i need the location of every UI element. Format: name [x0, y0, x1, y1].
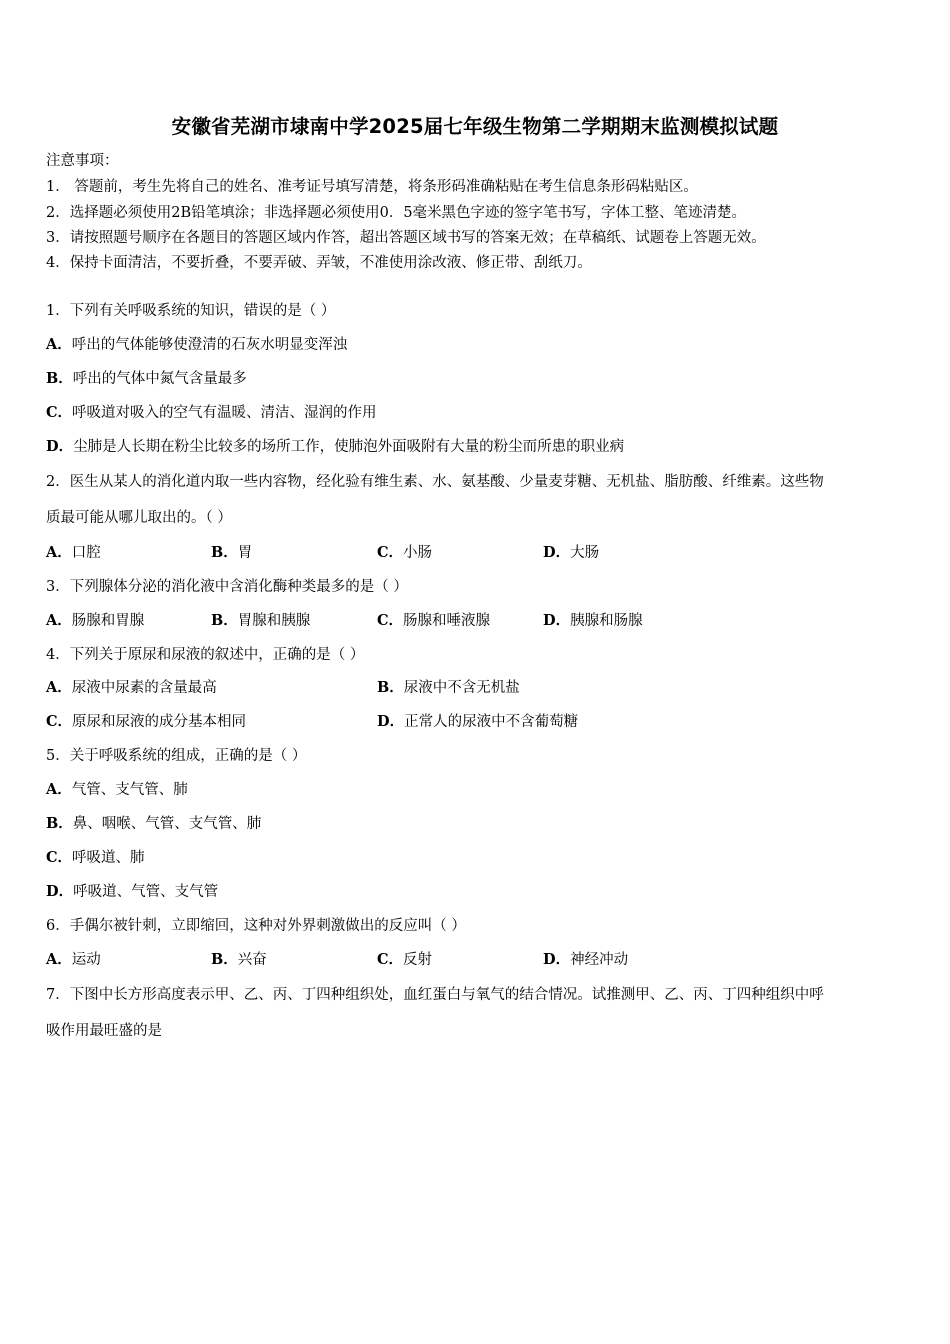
option-text: 呼出的气体中氮气含量最多 [72, 371, 247, 387]
question-6-option-c [377, 950, 432, 970]
notice-item: 2．选择题必须使用2B铅笔填涂；非选择题必须使用0．5毫米黑色字迹的签字笔书写，字体工整、笔迹清楚。 [46, 205, 747, 221]
question-6-option-d [543, 950, 628, 970]
option-label: B． [211, 612, 238, 629]
option-label: D． [543, 951, 571, 968]
option-label: B． [46, 815, 73, 832]
option-text: 尿液中不含无机盐 [403, 680, 520, 696]
option-label: B． [46, 370, 73, 387]
page-title: 安徽省芜湖市埭南中学2025届七年级生物第二学期期末监测模拟试题 [171, 115, 779, 138]
option-label: A． [46, 612, 72, 629]
option-text: 呼吸道对吸入的空气有温暖、清洁、湿润的作用 [72, 405, 377, 421]
option-label: C． [377, 951, 404, 968]
option-label: C． [46, 713, 73, 730]
option-text: 神经冲动 [570, 952, 629, 968]
option-text: 胃 [237, 545, 253, 561]
option-label: A． [46, 336, 72, 353]
option-text: 口腔 [71, 545, 101, 561]
question-2-option-b [211, 543, 252, 563]
option-label: D． [543, 612, 571, 629]
option-label: A． [46, 781, 72, 798]
option-label: C． [377, 612, 404, 629]
question-1-option-c [46, 403, 377, 423]
option-label: A． [46, 951, 72, 968]
question-4-option-d [377, 712, 578, 732]
option-text: 肠腺和胃腺 [71, 613, 145, 629]
option-label: B． [211, 951, 238, 968]
question-3-option-d [543, 611, 643, 631]
question-6-stem: 6．手偶尔被针刺，立即缩回，这种对外界刺激做出的反应叫（ ） [46, 918, 466, 934]
question-3-option-c [377, 611, 490, 631]
question-4-stem: 4．下列关于原尿和尿液的叙述中，正确的是（ ） [46, 647, 365, 663]
question-2-option-d [543, 543, 599, 563]
question-1-stem: 1．下列有关呼吸系统的知识，错误的是（ ） [46, 303, 336, 319]
option-label: D． [377, 713, 405, 730]
option-label: B． [377, 679, 404, 696]
question-3-option-a [46, 611, 144, 631]
option-text: 运动 [71, 952, 101, 968]
question-1-option-d [46, 437, 624, 457]
question-5-option-a [46, 780, 188, 800]
option-label: C． [46, 849, 73, 866]
option-text: 胰腺和肠腺 [570, 613, 643, 629]
option-label: A． [46, 679, 72, 696]
option-text: 肠腺和唾液腺 [403, 613, 491, 629]
question-2-option-c [377, 543, 432, 563]
question-3-option-b [211, 611, 310, 631]
option-text: 小肠 [403, 545, 433, 561]
option-label: D． [543, 544, 571, 561]
notice-item: 1． 答题前，考生先将自己的姓名、准考证号填写清楚，将条形码准确粘贴在考生信息条形码粘贴区。 [46, 179, 698, 195]
question-5-stem: 5．关于呼吸系统的组成，正确的是（ ） [46, 748, 307, 764]
option-text: 尘肺是人长期在粉尘比较多的场所工作，使肺泡外面吸附有大量的粉尘而所患的职业病 [73, 439, 625, 455]
option-text: 气管、支气管、肺 [71, 782, 188, 798]
question-4-option-a [46, 678, 217, 698]
question-7-stem-line2: 吸作用最旺盛的是 [46, 1023, 162, 1039]
option-text: 呼吸道、肺 [72, 850, 145, 866]
notice-item: 3．请按照题号顺序在各题目的答题区域内作答，超出答题区域书写的答案无效；在草稿纸、试题卷上答题无效。 [46, 230, 766, 246]
option-label: C． [46, 404, 73, 421]
question-5-option-c [46, 848, 145, 868]
option-label: B． [211, 544, 238, 561]
question-6-option-a [46, 950, 101, 970]
question-4-option-c [46, 712, 246, 732]
notice-item: 4．保持卡面清洁，不要折叠，不要弄破、弄皱，不准使用涂改液、修正带、刮纸刀。 [46, 255, 592, 271]
option-label: D． [46, 438, 74, 455]
option-label: C． [377, 544, 404, 561]
notice-heading: 注意事项： [46, 153, 119, 169]
question-5-option-b [46, 814, 261, 834]
option-text: 鼻、咽喉、气管、支气管、肺 [72, 816, 262, 832]
option-text: 呼出的气体能够使澄清的石灰水明显变浑浊 [71, 337, 348, 353]
option-label: A． [46, 544, 72, 561]
option-text: 兴奋 [237, 952, 267, 968]
question-2-stem-line1: 2．医生从某人的消化道内取一些内容物，经化验有维生素、水、氨基酸、少量麦芽糖、无机盐、脂肪酸、纤维素。这些物 [46, 474, 824, 490]
option-text: 呼吸道、气管、支气管 [73, 884, 219, 900]
question-2-stem-line2: 质最可能从哪儿取出的。（ ） [46, 510, 232, 526]
option-text: 反射 [403, 952, 433, 968]
question-6-option-b [211, 950, 267, 970]
option-text: 尿液中尿素的含量最高 [71, 680, 217, 696]
option-text: 正常人的尿液中不含葡萄糖 [404, 714, 579, 730]
question-1-option-b [46, 369, 247, 389]
option-text: 大肠 [570, 545, 600, 561]
question-7-stem-line1: 7．下图中长方形高度表示甲、乙、丙、丁四种组织处，血红蛋白与氧气的结合情况。试推测甲、乙、丙、丁四种组织中呼 [46, 987, 824, 1003]
question-2-option-a [46, 543, 101, 563]
option-text: 胃腺和胰腺 [237, 613, 311, 629]
question-1-option-a [46, 335, 347, 355]
question-5-option-d [46, 882, 218, 902]
question-4-option-b [377, 678, 520, 698]
question-3-stem: 3．下列腺体分泌的消化液中含消化酶种类最多的是（ ） [46, 579, 408, 595]
option-text: 原尿和尿液的成分基本相同 [72, 714, 247, 730]
option-label: D． [46, 883, 74, 900]
